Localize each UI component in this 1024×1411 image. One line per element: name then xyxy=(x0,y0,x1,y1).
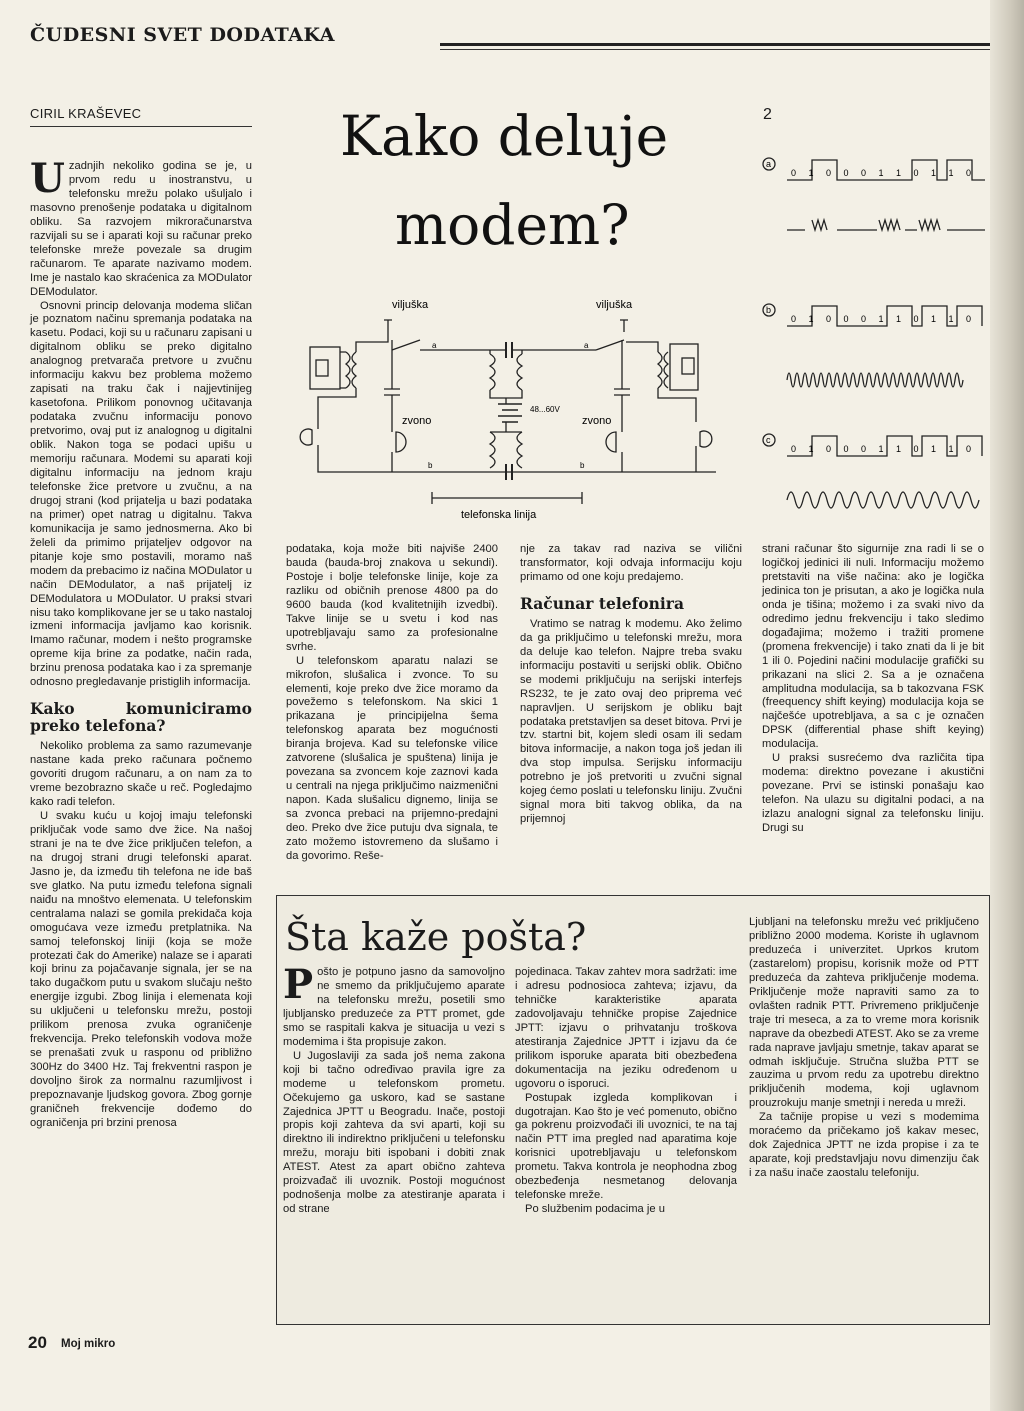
left-fork-label: viljuška xyxy=(392,299,429,311)
dropcap-p: P xyxy=(283,961,314,1008)
col2-para2: U telefonskom aparatu nalazi se mikrofon, slušalica i zvonce. To su elementi, koje preko dve žice moramo da povežemo s telefonskom. Na skici 1 prikazana je principijelna šema telefonskog aparata bez mogućnosti biranja brojeva. Kad su telefonske vilice zatvorene (slušalica je spuštena) linija je povezana sa zvoncem koje zaznovi kada u centrali na njega priključimo naizmenični napon. Kada slušalicu dignemo, linija se sa zvonca prebaci na prijemno-predajni deo. Preko dve žice putuju dva signala, te zato možemo istovremeno da slušamo i da govorimo. Reše- xyxy=(286,654,498,862)
node-b-left: b xyxy=(428,461,433,470)
magazine-name: Moj mikro xyxy=(61,1338,116,1350)
centre-coil-right-lower xyxy=(517,432,522,468)
left-capacitor xyxy=(384,389,400,395)
bit-label: 0 xyxy=(913,168,919,178)
bit-label: 1 xyxy=(896,444,902,454)
bit-label: 0 xyxy=(826,444,832,454)
telephone-circuit-diagram xyxy=(296,292,726,524)
bitstream-a xyxy=(787,160,985,180)
bit-label: 1 xyxy=(931,444,937,454)
bit-label: 1 xyxy=(878,168,884,178)
modulation-diagram xyxy=(757,130,989,510)
bit-label: 0 xyxy=(966,444,972,454)
bit-label: 0 xyxy=(843,314,849,324)
bit-label: 1 xyxy=(808,314,814,324)
left-bell-label: zvono xyxy=(402,415,432,427)
bit-label: 0 xyxy=(861,168,867,178)
page-number: 20 xyxy=(28,1333,47,1352)
page-spine-shadow xyxy=(990,0,1024,1411)
sidebar-box xyxy=(276,895,990,1325)
article-title-line2: modem? xyxy=(395,193,630,257)
box-c1-para1: ošto je potpuno jasno da samovoljno ne smemo da priključujemo aparate na telefonsku mrežu, posetili smo ljubljansko preduzeće za PTT promet, gde smo se raspitali kakva je situacija u vezi s modemima i šta propisuje zakon. xyxy=(283,966,505,1048)
box-c2-para3: Po službenim podacima je u xyxy=(525,1203,665,1216)
col4-para1: strani računar što sigurnije zna radi li se o logičkoj jedinici ili nuli. Informaciju možemo pretstaviti na više načina: ako je logička jedinica ton je prisutan, a ako je logička nula onda je tišina; možemo i za svaki nivo da odredimo jednu frekvenciju i tako sledimo događajima; možemo i tražiti promene (promena frekvencije) i tako znati da li je bit 1 ili 0. Pojedini načini modulacije grafički su prikazani na slici 2. Sa a je označena amplitudna modulacija, sa b takozvana FSK (freequency shift keying) modulacija koja se najčešće upotrebljava, a sa c je označen DPSK (differential phase shift keying) modulacija. xyxy=(762,543,984,751)
right-mic xyxy=(700,431,712,447)
left-coil-a xyxy=(346,352,350,388)
section-header xyxy=(30,24,992,46)
col1-para2: Osnovni princip delovanja modema sličan je poznatom načinu spremanja podataka na kasetu. Podaci, koji su u računaru zapisani u digitalnom obliku se preko digitalno analognog pretvarača pretvore u zvučnu informaciju kakvu bez problema možemo zapisati na traku čak i najjevtinijeg kasetofona. Prilikom ponovnog učitavanja podataka zvučnu informaciju ponovo pretvorimo, ovaj put iz analognog u digitalni oblik. Nakon toga se podaci upišu u memoriju računara. Modemi su aparati koji digitalnu informaciju na jednom kraju telefonske žice pretvore u zvučnu, a na drugoj strani (kod prijatelja u bazi podataka na primer) opet natrag u digitalnu. Takva komunikacija je samo jednosmerna. Ako bi želeli da primimo prijateljev odgovor na pitanje koje smo postavili, moramo naš modem da prebacimo iz načina MODulator u način DEModulator, a naš prijatelj iz DEModulatora u MODulator. U praksi stvari nisu tako komplikovane jer se u tako nastaloj izmeni informacija javljamo kao korisnik. Imamo računar, modem i nešto programske opreme kija brine za podatke, način rada, brzinu prenosa podataka kao i za spremanje odnosno pregledavanje pristiglih informacija. xyxy=(30,299,253,689)
bit-label: 0 xyxy=(843,168,849,178)
node-a-right: a xyxy=(584,341,589,350)
bit-label-group xyxy=(791,168,971,454)
voltage-label: 48...60V xyxy=(530,405,560,414)
bit-label: 0 xyxy=(913,444,919,454)
header-rule-thin xyxy=(440,49,992,50)
section-title: ČUDESNI SVET DODATAKA xyxy=(30,24,335,46)
box-column-1 xyxy=(283,961,505,1217)
box-c3-para1: Ljubljani na telefonsku mrežu već priključeno približno 2000 modema. Koriste ih uglavnom preduzeća i univerzitet. Uprkos krutom (zastarelom) propisu, korisnik može od PTT preduzeća da zahteva priključenje modema. Priključenje može napraviti samo za to ovlašten radnik PTT. Privremeno priključenje traje tri meseca, a za to vreme mora korisnik naprave da obezbedi ATEST. Ako se za vreme rada naprave javljaju smetnje, takav aparat se odmah isključuje. Stručna služba PTT se zauzima u prvom redu za upotrebu direktno priključenih modema, koji uglavnom prouzrokuju manje smetnji i nereda u mreži. xyxy=(749,916,979,1110)
figure2-number: 2 xyxy=(763,106,772,123)
centre-coil-right xyxy=(517,354,522,390)
bit-label: 0 xyxy=(791,444,797,454)
right-bell xyxy=(606,432,616,452)
box-column-3 xyxy=(749,916,979,1181)
bit-label: 0 xyxy=(826,314,832,324)
bit-label: 1 xyxy=(896,314,902,324)
bit-label: 1 xyxy=(948,168,954,178)
left-mic xyxy=(300,429,312,445)
col3-para2: Vratimo se natrag k modemu. Ako želimo da ga priključimo u telefonski mrežu, mora da deluje kao telefon. Najpre treba svaku informaciju postaviti u serijski oblik. Obično se modemi priključuju na serijski interfejs RS232, te je zato ovaj deo pripremа već napravljen. U serijskom je obliku bajt podataka pretstavljen sa deset bitova. Prvi je tzv. startni bit, kojem sledi osam ili sedam bitova informacije, a nakon toga još jedan ili dva stop impulsa. Serijsku informaciju potrebno je još pretvoriti u zvučni signal kojeg ćemo poslati u telefonsku liniju. Zvučni signal mora biti takvog oblika, da na prijemnoj xyxy=(520,617,743,826)
left-coil-b xyxy=(352,352,356,388)
centre-coil-left-lower xyxy=(490,432,495,468)
right-coil-b xyxy=(664,352,668,388)
author-rule xyxy=(30,126,252,127)
bit-label: 0 xyxy=(861,444,867,454)
fsk-signal xyxy=(787,373,963,387)
bit-label: 1 xyxy=(878,314,884,324)
right-fork-label: viljuška xyxy=(596,299,633,311)
column-1 xyxy=(30,155,253,1131)
right-coil-a xyxy=(658,352,662,388)
col3-para1: nje za takav rad naziva se vilični transformator, koji odvaja informaciju koju primamo od one koju predajemo. xyxy=(520,543,742,583)
bit-label: 1 xyxy=(878,444,884,454)
right-capacitor xyxy=(614,389,630,395)
bit-label: 0 xyxy=(826,168,832,178)
am-signal xyxy=(787,220,985,230)
author-name: CIRIL KRAŠEVEC xyxy=(30,106,142,121)
centre-coil-left xyxy=(490,354,495,390)
bit-label: 1 xyxy=(931,168,937,178)
bit-label: 0 xyxy=(913,314,919,324)
bit-label: 0 xyxy=(861,314,867,324)
bit-label: 1 xyxy=(896,168,902,178)
subhead-komuniciramo: Kako komuniciramo preko telefona? xyxy=(30,699,252,736)
label-c: c xyxy=(766,435,771,445)
column-4 xyxy=(762,543,984,836)
bit-label: 0 xyxy=(966,314,972,324)
box-title: Šta kaže pošta? xyxy=(285,915,587,959)
dropcap-u: U xyxy=(30,155,65,202)
battery xyxy=(498,404,522,422)
box-column-2 xyxy=(515,966,737,1217)
col4-para2: U praksi susrećemo dva različita tipa modema: direktno povezane i akustični povezane. Prvi se istinski ponašaju kao telefon. Na ulazu su digitalni podaci, a na izlazu analogni signal za telefonsku liniju. Drugi su xyxy=(762,752,984,835)
column-3 xyxy=(520,543,742,827)
box-c2-para2: Postupak izgleda komplikovan i dugotrajan. Kao što je već pomenuto, obično ga pokrenu proizvođači ili uvoznici, te na taj način PTT ima pregled nad aparatima koje korisnici upotrebljavaju u telefonskom prometu. Takva kontrola je neophodna zbog obezbeđenja nesmetanog delovanja telefonske mreže. xyxy=(515,1091,737,1202)
bit-label: 0 xyxy=(791,314,797,324)
node-a-left: a xyxy=(432,341,437,350)
left-switch-top xyxy=(384,320,392,332)
dpsk-signal xyxy=(787,492,979,508)
left-bell xyxy=(396,432,406,452)
col1-para4: U svaku kuću u kojoj imaju telefonski priključak vode samo dve žice. Na našoj strani je na te dve žice priključen telefon, a na drugoj strani drugi telefonski aparat. Jasno je, da između tih telefona ne ide baš sve glatko. Na putu između telefona signali naiđu na mnoštvo elemenata. U telefonskim centralama nalazi se gomila prekidača koja omogućava veze između pretplatnika. Na samoj telefonskoj liniji (koja se može protezati čak do Amerike) nalaze se i aparati koji brinu za pojačavanje signala, jer se na tako dugačkom putu u svakom slučaju nešto energije izgubi. Zbog linija i elemenata koji su uključeni u telefonsku mrežu, postoji prilikom prenosa zvuka ograničenje frekvencija. Preko telefonskih vodova može se prenašati zvuk u rasponu od približno 300Hz do 3400 Hz. Taj frekventni raspon je dovoljno širok za normalnu razumljivost i prepoznavanje ljudskog govora. Zbog gornje graničneh frekvencije dođemo do ograničenja pri brzini prenosa xyxy=(30,809,252,1129)
bit-label: 1 xyxy=(808,168,814,178)
box-c3-para2: Za tačnije propise u vezi s modemima moraćemo da pričekamo još kakav mesec, dok Zajednica JPTT ne izda propise i za te aparate, koji predstavljaju novu dimenziju čak i za našu inače zaostalu telefoniju. xyxy=(749,1111,979,1180)
bit-label: 1 xyxy=(948,314,954,324)
node-b-right: b xyxy=(580,461,585,470)
bit-label: 1 xyxy=(808,444,814,454)
col2-para1: podataka, koja može biti najviše 2400 bauda (bauda-broj znakova u sekundi). Postoje i bolje telefonske linije, koje za razliku od običnih prenose 4800 pa do 9600 bauda (kod kvalitetnijih izvedbi). Takve linije se u svetu i kod nas upotrebljavaju samo za profesionalne svrhe. xyxy=(286,543,498,653)
bit-label: 0 xyxy=(843,444,849,454)
left-switch-blade xyxy=(392,340,420,350)
header-rule xyxy=(440,43,992,46)
col1-para3: Nekoliko problema za samo razumevanje nastane kada preko računara počnemo govoriti drugom računaru, a on nam za to vreme bezobrazno skače u reč. Pogledajmo kako radi telefon. xyxy=(30,740,252,809)
telephone-line-label: telefonska linija xyxy=(461,509,537,521)
right-switch-blade xyxy=(596,340,624,350)
bit-label: 0 xyxy=(966,168,972,178)
left-receiver-inner xyxy=(316,360,328,376)
right-receiver-inner xyxy=(682,358,694,374)
bit-label: 0 xyxy=(791,168,797,178)
label-b: b xyxy=(766,305,772,315)
box-c1-para2: U Jugoslaviji za sada još nema zakona koji bi tačno određivao pravila igre za modeme u telefonskom prometu. Očekujemo ga uskoro, kad se sastane Zajednica JPTT u Beogradu. Inače, postoji propis koji zahteva da svi aparti, koji su direktno ili indirektno priključeni u telefonsku mrežu, moraju biti ispobani i dobiti znak ATEST. Atest za apart obično zahteva proizvađač ili uvoznik. Postoji mogućnost podnošenja molbe za atestiranje aparata i od strane xyxy=(283,1049,505,1216)
right-switch-top xyxy=(620,320,628,332)
left-receiver-box xyxy=(310,347,340,389)
right-bell-label: zvono xyxy=(582,415,612,427)
article-title-line1: Kako deluje xyxy=(340,104,669,168)
column-2 xyxy=(286,543,498,864)
label-a: a xyxy=(766,159,772,169)
line-span xyxy=(432,492,582,504)
top-capacitor xyxy=(506,342,512,358)
bit-label: 1 xyxy=(931,314,937,324)
col1-para1: zadnjih nekoliko godina se je, u prvom redu u inostranstvu, u telefonsku mrežu polako ušuljalo i masovno prenošenje podataka u digitalnom obliku. Sa razvojem mikroračunarstva razvijali su se i aparati koji su računar preko telefonske mreže povezale sa drugim računarom. Te aparate nazivamo modem. Ime je nastalo kao skraćenica za MODulator DEModulator. xyxy=(30,160,252,298)
bit-label: 1 xyxy=(948,444,954,454)
subhead-racunar: Računar telefonira xyxy=(520,593,685,613)
box-c2-para1: pojedinaca. Takav zahtev mora sadržati: ime i adresu podnosioca zahteva; izjavu, da tehničke karakteristike aparata zadovoljavaju tehničke propise Zajednice JPTT: izjavu o prihvatanju troškova atestiranja Zajednice JPTT i izjavu da će prilikom isporuke aparata biti obezbeđena dokumentacija na jeziku određenom u ugovoru o isporuci. xyxy=(515,966,737,1090)
